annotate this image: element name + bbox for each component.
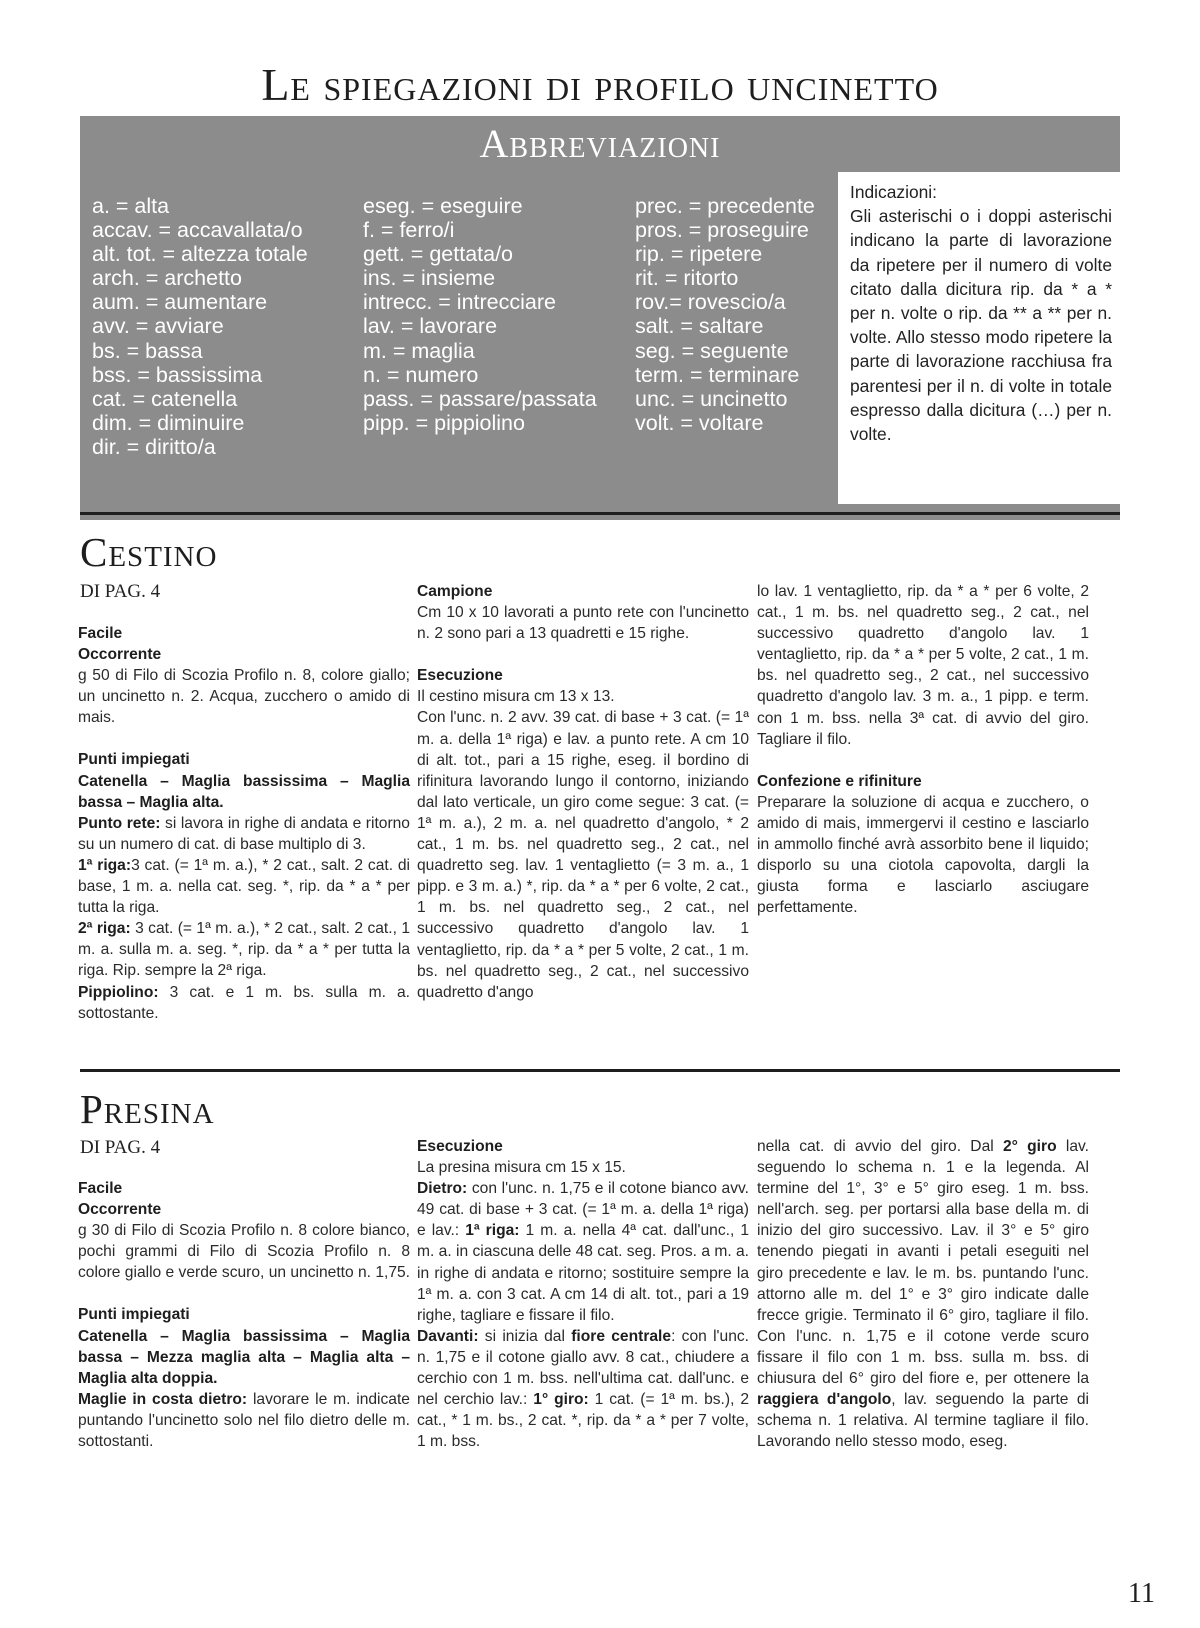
abbreviation-item: gett. = gettata/o [363, 242, 514, 267]
presina-raggiera-label: raggiera d'angolo [757, 1391, 892, 1409]
abbreviation-item: unc. = uncinetto [635, 386, 788, 411]
abbreviation-item: avv. = avviare [92, 314, 224, 339]
indications-text: Gli asterischi o i doppi asterischi indicano la parte di lavorazione da ripetere per il numero di volte citato dalla dicitura rip. da * a * per n. volte o rip. da ** a ** per n. volte. Allo stesso modo ripetere la parte di lavorazione racchiusa fra parentesi per il n. di volte in totale espresso dalla dicitura (…) per n. volte. [850, 206, 1112, 445]
cestino-punto-rete-label: Punto rete: [78, 814, 161, 832]
presina-difficulty: Facile [78, 1180, 123, 1197]
abbreviation-item: n. = numero [363, 362, 479, 387]
presina-dietro-a: con l'unc. n. 1,75 e il cotone bianco avv. 49 cat. di base + 3 cat. (= 1ª m. a. della 1ª riga) e lav.: [417, 1180, 749, 1240]
page-number: 11 [1128, 1578, 1155, 1609]
presina-costa-label: Maglie in costa dietro: [78, 1390, 248, 1408]
section-divider [80, 1069, 1120, 1072]
presina-column-3 [757, 1136, 1089, 1452]
presina-davanti-a: si inizia dal [484, 1327, 565, 1345]
abbreviation-item: pass. = passare/passata [363, 386, 597, 411]
cestino-campione: Cm 10 x 10 lavorati a punto rete con l'uncinetto n. 2 sono pari a 13 quadretti e 15 righe. [417, 604, 749, 643]
cestino-punti-list: Catenella – Maglia bassissima – Maglia bassa – Maglia alta. [78, 772, 410, 811]
abbreviation-item: volt. = voltare [635, 410, 764, 435]
abbreviation-item: bss. = bassissima [92, 362, 263, 387]
cestino-riga1: 3 cat. (= 1ª m. a.), * 2 cat., salt. 2 cat. di base, 1 m. a. nella cat. seg. *, rip. da * a * per tutta la riga. [78, 856, 410, 917]
cestino-column-1 [78, 623, 410, 1024]
presina-column-2 [417, 1136, 749, 1452]
cestino-occorrente-label: Occorrente [78, 646, 162, 664]
abbreviations-column-2 [363, 194, 597, 435]
cestino-column-3 [757, 581, 1089, 918]
presina-giro1-part1: 1 cat. (= 1ª m. bs.), 2 cat., * 1 m. bs., 2 cat. *, rip. da * a * per 7 volte, 1 m. bss. [417, 1391, 749, 1451]
presina-dietro-b: 1 m. a. nella 4ª cat. dall'unc., 1 m. a. in ciascuna delle 48 cat. seg. Pros. a m. a. in righe di andata e ritorno; sostituire sempre la 1ª m. a. con 3 cat. A cm 14 di alt. tot., pari a 19 righe, tagliare e fissare il filo. [417, 1222, 750, 1324]
cestino-riga1-label: 1ª riga: [78, 856, 132, 874]
abbreviation-item: ins. = insieme [363, 266, 496, 291]
presina-giro1-label: 1° giro: [533, 1391, 589, 1409]
section-divider [80, 512, 1120, 515]
cestino-esecuzione-2-part2: lo lav. 1 ventaglietto, rip. da * a * per 6 volte, 2 cat., 1 m. bs. nel quadretto seg., 2 cat., nel successivo quadretto d'angolo lav. 1 ventaglietto, rip. da * a * per 5 volte, 2 cat., 1 m. bs. nel quadretto seg., 2 cat., nel successivo quadretto d'angolo lav. 3 m. a., 1 pipp. e term. con 1 m. bss. nella 3ª cat. di avvio del giro. Tagliare il filo. [757, 583, 1089, 748]
cestino-esecuzione-label: Esecuzione [417, 667, 503, 685]
abbreviation-item: rip. = ripetere [635, 242, 763, 267]
cestino-confezione-label: Confezione e rifiniture [757, 772, 922, 790]
presina-occorrente: g 30 di Filo di Scozia Profilo n. 8 colore bianco, pochi grammi di Filo di Scozia Profilo n. 8 colore giallo e verde scuro, un uncinetto n. 1,75. [78, 1222, 411, 1282]
indications-box [838, 172, 1120, 504]
cestino-punto-rete: si lavora in righe di andata e ritorno su un numero di cat. di base multiplo di 3. [78, 814, 410, 853]
page-title: Le spiegazioni di profilo uncinetto [261, 59, 939, 110]
cestino-campione-label: Campione [417, 583, 493, 600]
abbreviation-item: term. = terminare [635, 362, 800, 387]
presina-davanti-b: : con l'unc. n. 1,75 e il cotone giallo avv. 8 cat., chiudere a cerchio con 1 m. bss. nell'ultima cat. dall'unc. e nel cerchio lav.: [417, 1327, 749, 1409]
cestino-pippiolino-label: Pippiolino: [78, 983, 159, 1001]
cestino-esecuzione-1: Il cestino misura cm 13 x 13. [417, 688, 615, 706]
presina-esecuzione-1: La presina misura cm 15 x 15. [417, 1159, 626, 1177]
cestino-esecuzione-2-part1: Con l'unc. n. 2 avv. 39 cat. di base + 3 cat. (= 1ª m. a. della 1ª riga) e lav. a punto rete. A cm 10 di alt. tot., pari a 15 righe, eseg. il bordino di rifinitura lavorando lungo il contorno, iniziando dal lato verticale, un giro come segue: 3 cat. (= 1ª m. a.), 2 m. a. nel quadretto d'angolo, * 2 cat., 1 m. bs. nel quadretto seg., 2 cat., nel quadretto seg. lav. 1 ventaglietto (= 3 m. a., 1 pipp. e 3 m. a.) *, rip. da * a * per 6 volte, 2 cat., 1 m. bs. nel quadretto seg., 2 cat., nel successivo quadretto d'angolo lav. 1 ventaglietto, rip. da * a * per 5 volte, 2 cat., 1 m. bs. nel quadretto seg., 2 cat., nel successivo quadretto d'ango [417, 709, 749, 1001]
abbreviations-title: Abbreviazioni [479, 121, 721, 166]
abbreviation-item: dim. = diminuire [92, 410, 245, 435]
presina-giro1-part2: nella cat. di avvio del giro. Dal [757, 1138, 994, 1155]
cestino-title: Cestino [80, 529, 218, 575]
abbreviation-item: rit. = ritorto [635, 266, 739, 291]
cestino-column-2 [417, 581, 749, 1003]
presina-raggiera: , lav. seguendo la parte di schema n. 1 relativa. Al termine tagliare il filo. Lavorando nello stesso modo, eseg. [757, 1391, 1089, 1451]
cestino-riga2: 3 cat. (= 1ª m. a.), * 2 cat., salt. 2 cat., 1 m. a. sulla m. a. seg. *, rip. da * a * per tutta la riga. Rip. sempre la 2ª riga. [78, 920, 410, 980]
presina-esecuzione-label: Esecuzione [417, 1138, 503, 1155]
cestino-subtitle-text: DI PAG. 4 [80, 581, 161, 602]
abbreviation-item: prec. = precedente [635, 194, 815, 218]
abbreviations-column-1 [92, 194, 308, 459]
abbreviation-item: arch. = archetto [92, 266, 242, 291]
cestino-difficulty: Facile [78, 625, 123, 642]
presina-giro2: lav. seguendo lo schema n. 1 e la legenda. Al termine del 1°, 3° e 5° giro eseg. 1 m. bss. nell'arch. seg. per portarsi alla base della m. di inizio del giro successivo. Lav. il 3° e 5° giro tenendo piegati in avanti i petali eseguiti nel giro precedente e lav. le m. bs. puntando l'unc. attorno alle m. del 1° e 3° giro indicate dalle frecce grigie. Terminato il 6° giro, tagliare il filo. Con l'unc. n. 1,75 e il cotone verde scuro fissare il filo con 1 m. bss. sulla m. bss. di chiusura del 6° giro del fiore e, per ottenere la [757, 1138, 1089, 1388]
abbreviation-item: bs. = bassa [92, 338, 203, 363]
presina-punti-label: Punti impiegati [78, 1306, 190, 1324]
presina-column-1 [78, 1178, 410, 1452]
abbreviation-item: cat. = catenella [92, 386, 238, 411]
abbreviation-item: a. = alta [92, 194, 170, 218]
abbreviation-item: lav. = lavorare [363, 314, 498, 339]
presina-punti-list: Catenella – Maglia bassissima – Maglia bassa – Mezza maglia alta – Maglia alta – Maglia alta doppia. [78, 1327, 410, 1387]
cestino-confezione: Preparare la soluzione di acqua e zucchero, o amido di mais, immergervi il cestino e lasciarlo in ammollo finché avrà assorbito bene il liquido; disporlo su una ciotola capovolta, dargli la giusta forma e lasciarlo asciugare perfettamente. [757, 793, 1089, 917]
presina-occorrente-label: Occorrente [78, 1201, 162, 1219]
abbreviation-item: m. = maglia [363, 338, 475, 363]
abbreviation-item: dir. = diritto/a [92, 434, 216, 459]
abbreviations-panel [80, 116, 1120, 520]
abbreviations-column-3 [635, 194, 815, 435]
abbreviation-item: f. = ferro/i [363, 218, 455, 243]
abbreviation-item: alt. tot. = altezza totale [92, 242, 308, 267]
presina-subtitle [80, 1137, 160, 1159]
abbreviation-item: intrecc. = intrecciare [363, 290, 556, 315]
abbreviation-item: eseg. = eseguire [363, 194, 523, 218]
abbreviation-item: salt. = saltare [635, 314, 764, 339]
presina-davanti-label: Davanti: [417, 1327, 479, 1345]
abbreviation-item: seg. = seguente [635, 338, 789, 363]
cestino-punti-label: Punti impiegati [78, 751, 190, 769]
presina-dietro-riga-label: 1ª riga: [465, 1222, 520, 1240]
indications-title: Indicazioni: [850, 182, 938, 202]
presina-dietro-label: Dietro: [417, 1180, 468, 1198]
abbreviation-item: pipp. = pippiolino [363, 410, 525, 435]
abbreviation-item: pros. = proseguire [635, 218, 809, 243]
abbreviation-item: accav. = accavallata/o [92, 218, 303, 243]
abbreviation-item: aum. = aumentare [92, 290, 268, 315]
presina-fiore-label: fiore centrale [571, 1327, 672, 1345]
presina-giro2-label: 2° giro [1002, 1138, 1057, 1155]
cestino-pippiolino: 3 cat. e 1 m. bs. sulla m. a. sottostante. [78, 983, 410, 1022]
cestino-riga2-label: 2ª riga: [78, 920, 131, 938]
abbreviation-item: rov.= rovescio/a [635, 290, 786, 315]
cestino-occorrente: g 50 di Filo di Scozia Profilo n. 8, colore giallo; un uncinetto n. 2. Acqua, zucchero o amido di mais. [78, 667, 410, 727]
presina-title: Presina [80, 1086, 215, 1132]
presina-subtitle-text: DI PAG. 4 [80, 1137, 161, 1158]
cestino-subtitle [80, 581, 160, 603]
presina-costa: lavorare le m. indicate puntando l'uncinetto solo nel filo dietro delle m. sottostanti. [78, 1390, 410, 1451]
